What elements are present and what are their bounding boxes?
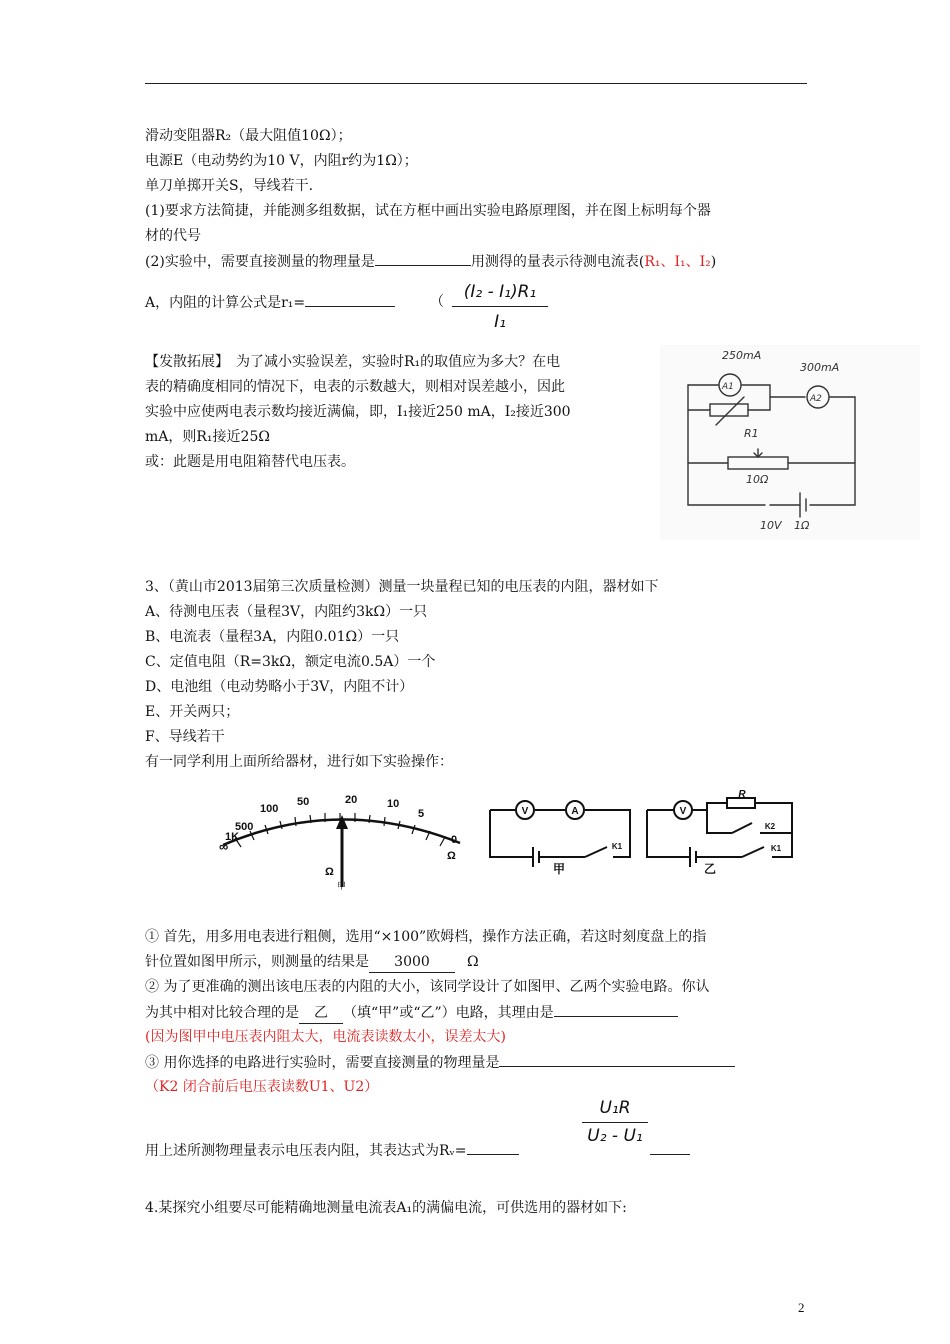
step3-formula-numerator: U₁R <box>599 1098 631 1118</box>
dial-tick-5: 5 <box>418 808 425 820</box>
step1-answer: 3000 <box>369 952 455 973</box>
circuit-jia-a-label: A <box>571 806 579 817</box>
sketch-r-label: 1Ω <box>794 519 810 532</box>
q2-formula-numerator: (I₂ - I₁)R₁ <box>463 282 537 302</box>
step3-fraction-bar <box>582 1122 648 1123</box>
dial-tick-20: 20 <box>345 794 358 806</box>
step3-answer: （K2 闭合前后电压表读数U1、U2） <box>145 1079 379 1095</box>
q2-formula-denominator: I₁ <box>494 312 506 332</box>
step3-blank <box>499 1052 735 1067</box>
q2-suffix: ) <box>710 254 717 270</box>
q2-paren: （ <box>430 294 444 310</box>
q3-item-c: C、定值电阻（R=3kΩ，额定电流0.5A）一个 <box>145 654 436 670</box>
sketch-emf-label: 10V <box>760 519 782 532</box>
step3-prefix: ③ 用你选择的电路进行实验时，需要直接测量的物理量是 <box>145 1055 500 1071</box>
circuit-yi-caption: 乙 <box>704 862 717 876</box>
dial-tick-infinity: ∞ <box>219 839 229 854</box>
handdrawn-circuit-sketch <box>660 345 920 540</box>
dial-tick-500: 500 <box>235 821 254 833</box>
step1-line-1: ① 首先，用多用电表进行粗侧，选用“×100”欧姆档，操作方法正确，若这时刻度盘上的指 <box>145 929 707 945</box>
step3-blank-left <box>467 1140 519 1155</box>
q3-title: 3、（黄山市2013届第三次质量检测）测量一块量程已知的电压表的内阻，器材如下 <box>145 579 659 595</box>
intro-line-2: 电源E（电动势约为10 V，内阻r约为1Ω）； <box>145 153 418 169</box>
circuit-jia-caption: 甲 <box>553 862 566 876</box>
extension-line-3: 实验中应使两电表示数均接近满偏，即，I₁接近250 mA，I₂接近300 <box>145 404 571 420</box>
circuit-yi-v-label: V <box>679 806 687 817</box>
ohmmeter-dial-figure <box>215 785 475 890</box>
dial-omega-center: Ω <box>325 866 334 878</box>
q3-intro: 有一同学利用上面所给器材，进行如下实验操作： <box>145 754 453 770</box>
sketch-label-a2-range: 300mA <box>800 361 840 374</box>
circuit-yi-k1-label: K1 <box>770 844 782 853</box>
q2-line-1 <box>145 251 716 272</box>
step3-expr-prefix: 用上述所测物理量表示电压表内阻，其表达式为Rᵥ= <box>145 1143 467 1159</box>
step2-line-2 <box>145 1002 678 1024</box>
sketch-a1-label: A1 <box>722 382 734 392</box>
step3-blank-right <box>650 1154 690 1155</box>
dial-tick-100: 100 <box>260 803 279 815</box>
q3-item-f: F、导线若干 <box>145 729 225 745</box>
q2-fraction-bar <box>452 306 548 307</box>
step1-unit: Ω <box>467 954 479 970</box>
dial-tick-1k: 1K <box>225 831 240 843</box>
q2-blank-2 <box>305 292 395 307</box>
intro-line-3: 单刀单掷开关S，导线若干. <box>145 178 314 194</box>
step2-answer: 乙 <box>299 1003 343 1024</box>
q2-middle: 用测得的量表示待测电流表( <box>470 254 645 270</box>
step2-mid: （填“甲”或“乙”）电路，其理由是 <box>343 1005 554 1021</box>
extension-line-5: 或：此题是用电阻箱替代电压表。 <box>145 454 355 470</box>
page-number: 2 <box>798 1300 805 1315</box>
q2-blank-1 <box>375 251 471 266</box>
sketch-label-a1-range: 250mA <box>722 349 762 362</box>
q2-answer: R₁、I₁、I₂ <box>644 254 711 270</box>
dial-tick-10: 10 <box>387 798 400 810</box>
extension-line-4: mA，则R₁接近25Ω <box>145 429 270 445</box>
dial-caption: 甲 <box>337 882 347 892</box>
step1-prefix: 针位置如图甲所示，则测量的结果是 <box>145 954 369 970</box>
q3-item-b: B、电流表（量程3A，内阻0.01Ω）一只 <box>145 629 400 645</box>
circuit-jia-v-label: V <box>521 806 529 817</box>
circuit-jia-k-label: K1 <box>611 842 623 851</box>
circuit-yi-figure <box>642 789 797 876</box>
sketch-a2-label: A2 <box>810 394 822 404</box>
intro-line-1: 滑动变阻器R₂（最大阻值10Ω）； <box>145 128 352 144</box>
q3-item-d: D、电池组（电动势略小于3V，内阻不计） <box>145 679 414 695</box>
sketch-r1-label: R1 <box>744 427 759 440</box>
step2-reason: (因为图甲中电压表内阻太大，电流表读数太小，误差太大) <box>145 1029 506 1045</box>
dial-tick-0: 0 <box>451 834 458 846</box>
q3-item-e: E、开关两只； <box>145 704 240 720</box>
q1-line-2: 材的代号 <box>145 228 201 244</box>
dial-tick-50: 50 <box>297 796 310 808</box>
dial-needle <box>336 815 348 887</box>
q1-line-1: (1)要求方法简捷，并能测多组数据，试在方框中画出实验电路原理图，并在图上标明每个器 <box>145 203 711 219</box>
step2-prefix: 为其中相对比较合理的是 <box>145 1005 299 1021</box>
step2-blank <box>554 1002 678 1017</box>
sketch-r2-label: 10Ω <box>746 473 769 486</box>
step1-line-2 <box>145 952 479 973</box>
extension-line-1: 【发散拓展】 为了减小实验误差，实验时R₁的取值应为多大？在电 <box>145 354 561 370</box>
step3-expression <box>145 1140 519 1161</box>
circuit-yi-r-label: R <box>738 789 746 800</box>
circuit-jia-figure <box>485 795 635 875</box>
circuit-yi-k2-label: K2 <box>764 822 776 831</box>
dial-omega-right: Ω <box>447 850 456 862</box>
q3-item-a: A、待测电压表（量程3V，内阻约3kΩ）一只 <box>145 604 428 620</box>
q2-prefix: (2)实验中，需要直接测量的物理量是 <box>145 254 375 270</box>
q4-line-1: 4.某探究小组要尽可能精确地测量电流表A₁的满偏电流，可供选用的器材如下: <box>145 1200 627 1216</box>
q2-line-2 <box>145 292 395 313</box>
step3-formula-denominator: U₂ - U₁ <box>587 1126 643 1146</box>
q2-line2-prefix: A，内阻的计算公式是r₁= <box>145 295 306 311</box>
header-rule <box>145 83 807 84</box>
step3-line-1 <box>145 1052 735 1073</box>
extension-line-2: 表的精确度相同的情况下，电表的示数越大，则相对误差越小，因此 <box>145 379 565 395</box>
step2-line-1: ② 为了更准确的测出该电压表的内阻的大小，该同学设计了如图甲、乙两个实验电路。你认 <box>145 979 710 995</box>
